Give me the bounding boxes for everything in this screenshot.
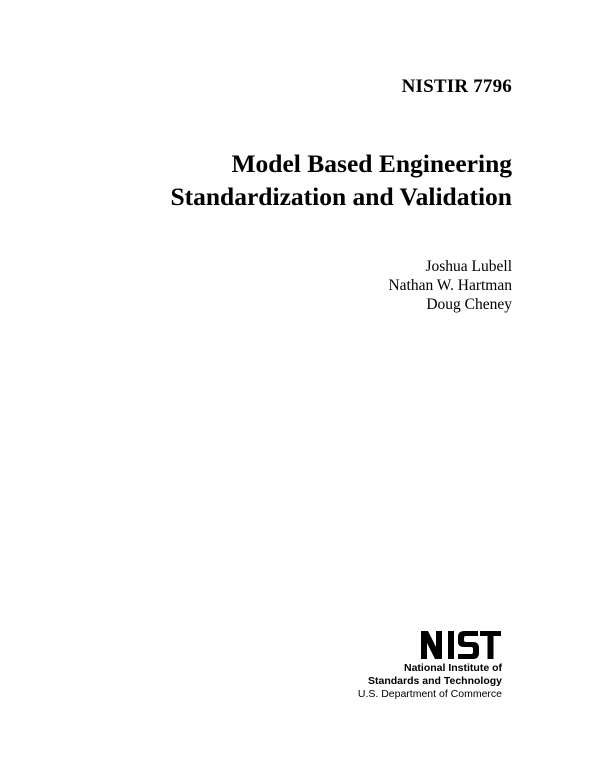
department-name: U.S. Department of Commerce bbox=[357, 688, 502, 700]
document-title bbox=[170, 147, 512, 213]
author-name: Joshua Lubell bbox=[425, 258, 512, 275]
report-number: NISTIR 7796 bbox=[401, 76, 512, 97]
nist-logo bbox=[420, 630, 502, 660]
org-name-line-1: National Institute of bbox=[404, 662, 502, 674]
title-line-2: Standardization and Validation bbox=[170, 182, 512, 211]
author-name: Nathan W. Hartman bbox=[388, 277, 512, 294]
author-list bbox=[388, 257, 512, 314]
org-name-line-2: Standards and Technology bbox=[368, 675, 502, 687]
title-line-1: Model Based Engineering bbox=[231, 149, 512, 178]
author-name: Doug Cheney bbox=[426, 296, 512, 313]
nist-identifier bbox=[358, 630, 502, 701]
